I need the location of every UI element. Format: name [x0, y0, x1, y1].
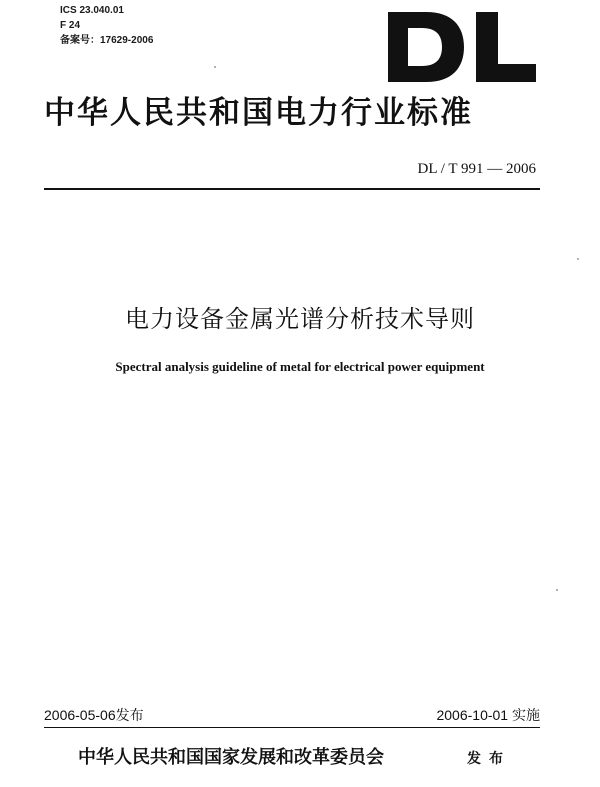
scan-speck — [214, 66, 216, 68]
publisher-name: 中华人民共和国国家发展和改革委员会 — [78, 747, 384, 768]
document-title-en: Spectral analysis guideline of metal for electrical power equipment — [115, 359, 485, 374]
scan-speck — [556, 589, 558, 591]
document-title-cn: 电力设备金属光谱分析技术导则 — [125, 305, 475, 333]
issue-date: 2006-05-06发布 — [44, 707, 144, 723]
top-divider — [44, 188, 540, 190]
category-code: F 24 — [60, 20, 81, 31]
ics-code: ICS 23.040.01 — [60, 5, 124, 16]
bottom-divider — [44, 727, 540, 728]
dl-logo — [386, 10, 538, 84]
classification-block — [60, 3, 153, 48]
implementation-date: 2006-10-01 实施 — [436, 707, 540, 723]
scan-speck — [577, 258, 579, 260]
publish-label: 发布 — [467, 751, 511, 767]
standard-category-title: 中华人民共和国电力行业标准 — [44, 95, 473, 131]
record-number: 备案号：17629-2006 — [60, 35, 154, 46]
standard-number: DL / T 991 — 2006 — [417, 161, 536, 177]
